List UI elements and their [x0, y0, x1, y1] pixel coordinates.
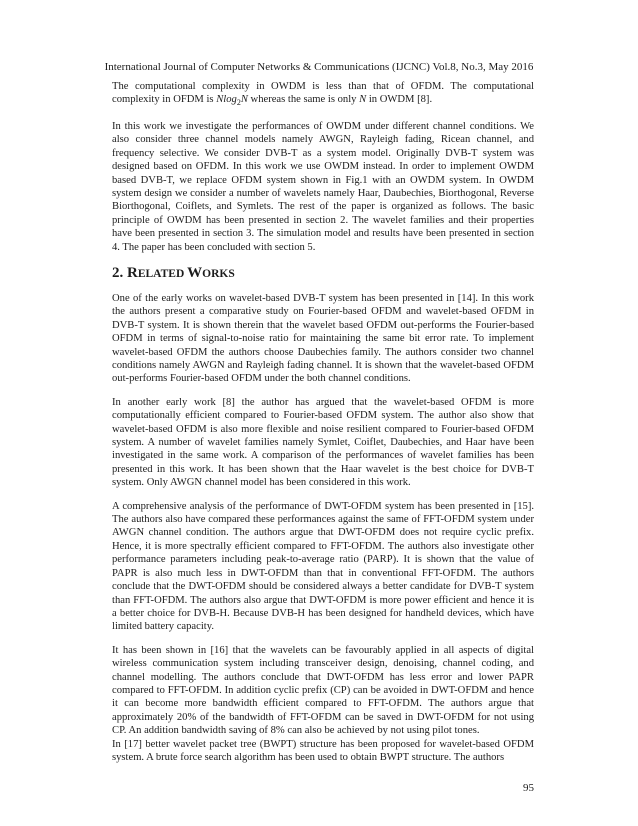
related-paragraph-1: One of the early works on wavelet-based DVB-T system has been presented in [14]. In this work the authors present a comparative study on Fourier-based OFDM and wavelet-based OFDM in DVB-T system. It is shown therein that the wavelet based OFDM out-performs the Fourier-based OFDM in terms of signal-to-noise ratio for maintaining the same bit error rate. To implement wavelet-based OFDM the authors choose Daubechies family. The authors consider two channel conditions namely AWGN and Rayleigh fading channel. It is shown that the wavelet-based OFDM out-performs Fourier-based OFDM under the both channel conditions. — [112, 292, 534, 385]
page-number: 95 — [523, 782, 534, 794]
related-paragraph-4: It has been shown in [16] that the wavelets can be favourably applied in all aspects of digital wireless communication system including transceiver design, denoising, channel coding, and channel modelling. The authors conclude that DWT-OFDM has less error and lower PAPR compared to FFT-OFDM. In addition cyclic prefix (CP) can be avoided in DWT-OFDM and hence it can become more bandwidth efficient compared to FFT-OFDM. The authors argue that approximately 20% of the bandwidth of FFT-OFDM can be saved in DWT-OFDM for not using CP. An addition bandwidth saving of 8% can also be achieved by not using pilot tones. — [112, 644, 534, 737]
math-subscript: 2 — [236, 98, 241, 108]
running-header: International Journal of Computer Networks & Communications (IJCNC) Vol.8, No.3, May 2016 — [104, 61, 534, 73]
related-paragraph-5: In [17] better wavelet packet tree (BWPT) structure has been proposed for wavelet-based OFDM system. A brute force search algorithm has been used to obtain BWPT structure. The authors — [112, 738, 534, 763]
math-n: N — [216, 94, 224, 106]
intro-paragraph-2: In this work we investigate the performances of OWDM under different channel conditions. We also consider three channel models namely AWGN, Rayleigh fading, Ricean channel, and frequency selective. We consider DVB-T as a system model. Originally DVB-T system was designed based on OFDM. In this work we use OWDM instead. In order to implement OWDM based DVB-T, we replace OFDM system shown in Fig.1 with an OWDM system. In OWDM system design we consider a number of wavelets namely Haar, Daubechies, Biorthogonal, Reverse Biorthogonal, Coiflets, and Symlets. The rest of the paper is organized as follows. The basic principle of OWDM has been presented in section 2. The wavelet families and their properties have been presented in section 3. The simulation model and results have been presented in section 4. The paper has been concluded with section 5. — [112, 120, 534, 253]
math-n2: N — [240, 94, 248, 106]
math-log: log — [223, 94, 237, 106]
text-body — [112, 80, 534, 764]
intro-paragraph-1: The computational complexity in OWDM is less than that of OFDM. The computational complexity in OFDM is Nlog$_2$N whereas the same is only N in OWDM [8]. — [112, 81, 534, 108]
related-paragraph-3: A comprehensive analysis of the performance of DWT-OFDM system has been presented in [15]. The authors also have compared these performances against the same of FFT-OFDM system under AWGN channel condition. The authors argue that DWT-OFDM does not require cyclic prefix. Hence, it is more spectrally efficient compared to FFT-OFDM. The authors also investigate other performance parameters including peak-to-average ratio (PARP). It is shown that the value of PAPR is also much less in DWT-OFDM than that in conventional FFT-OFDM. The authors conclude that the DWT-OFDM should be considered always a better candidate for DVB-T system than FFT-OFDM. The authors also argue that DWT-OFDM is more power efficient and hence it is a better choice for DVB-H. Because DVB-H has been designed for handheld devices, which have limited battery capacity. — [112, 500, 534, 633]
math-only-n: N — [359, 94, 367, 106]
section-heading: 2. RELATED WORKS — [112, 264, 235, 281]
related-paragraph-2: In another early work [8] the author has argued that the wavelet-based OFDM is more computationally efficient compared to Fourier-based OFDM system. The author also show that wavelet-based OFDM is also more flexible and noise resilient compared to Fourier-based OFDM system. A number of wavelet families namely Symlet, Coiflet, Daubechies, and Haar have been investigated in the same work. A comparison of the performances of wavelet families has been presented in this work. It has been shown that the Haar wavelet is the best choice for DVB-T system. Only AWGN channel model has been considered in this work. — [112, 396, 534, 489]
